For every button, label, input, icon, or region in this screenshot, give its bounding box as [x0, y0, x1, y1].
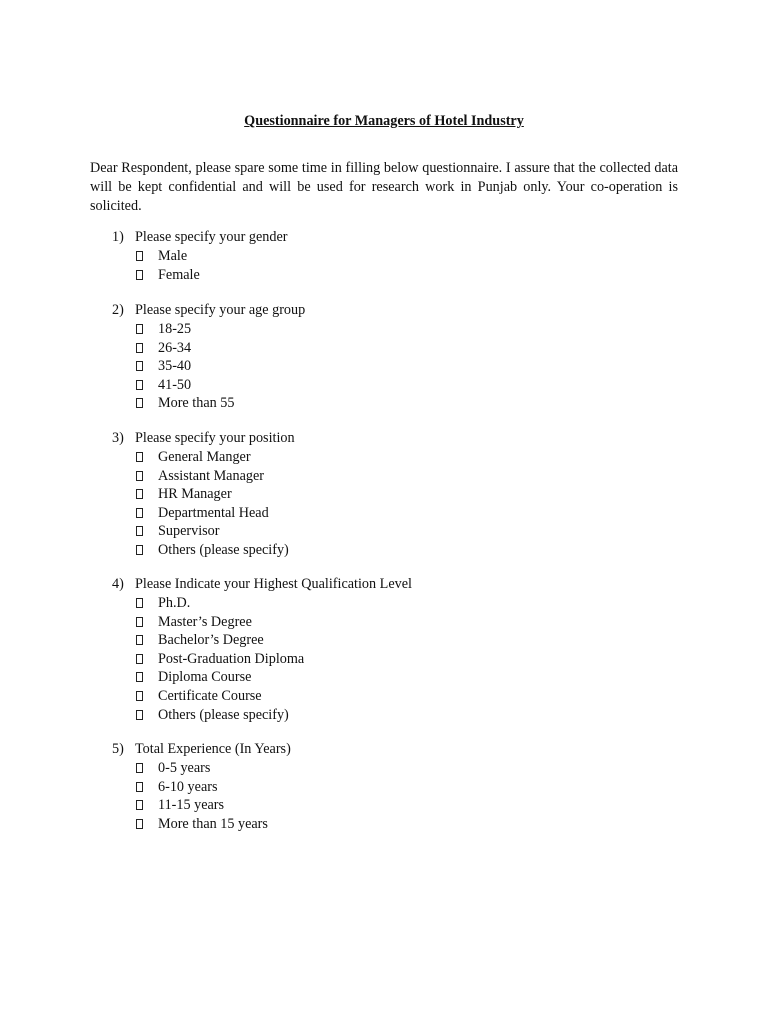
checkbox-icon[interactable] [136, 782, 143, 792]
question-text: Please specify your age group [135, 302, 306, 318]
checkbox-icon[interactable] [136, 763, 143, 773]
option-label: Others (please specify) [158, 706, 289, 723]
option-label: Female [158, 266, 200, 283]
intro-paragraph: Dear Respondent, please spare some time in filling below questionnaire. I assure that the collected data will be kept confidential and will be used for research work in Punjab only. Your co-operation is solicited. [90, 160, 678, 214]
question-position [112, 429, 672, 560]
checkbox-icon[interactable] [136, 819, 143, 829]
option-others [112, 706, 672, 725]
option-label: Departmental Head [158, 504, 269, 521]
question-text: Total Experience (In Years) [135, 741, 291, 757]
option-18-25 [112, 320, 672, 339]
question-text: Please specify your position [135, 430, 295, 446]
option-label: 18-25 [158, 321, 192, 337]
checkbox-icon[interactable] [136, 343, 143, 353]
option-label: Post-Graduation Diploma [158, 650, 305, 667]
option-female [112, 266, 672, 285]
question-age-group [112, 301, 672, 413]
option-label: More than 55 [158, 395, 235, 412]
question-number: 1) [112, 229, 124, 245]
question-qualification [112, 575, 672, 724]
checkbox-icon[interactable] [136, 324, 143, 334]
option-label: Master’s Degree [158, 613, 252, 630]
option-more-than-55 [112, 394, 672, 413]
option-label: Assistant Manager [158, 467, 264, 484]
option-supervisor [112, 522, 672, 541]
question-number: 5) [112, 741, 124, 757]
checkbox-icon[interactable] [136, 452, 143, 462]
option-41-50 [112, 376, 672, 395]
checkbox-icon[interactable] [136, 800, 143, 810]
document-title: Questionnaire for Managers of Hotel Industry [244, 113, 524, 129]
checkbox-icon[interactable] [136, 361, 143, 371]
option-label: Certificate Course [158, 687, 262, 704]
checkbox-icon[interactable] [136, 545, 143, 555]
checkbox-icon[interactable] [136, 270, 143, 280]
checkbox-icon[interactable] [136, 526, 143, 536]
question-experience [112, 740, 672, 833]
checkbox-icon[interactable] [136, 380, 143, 390]
option-label: Diploma Course [158, 669, 252, 686]
option-general-manager [112, 448, 672, 467]
option-label: 35-40 [158, 358, 192, 375]
question-line [112, 740, 672, 759]
checkbox-icon[interactable] [136, 617, 143, 627]
option-label: Others (please specify) [158, 541, 289, 558]
option-label: Ph.D. [158, 595, 191, 611]
option-diploma-course [112, 668, 672, 687]
checkbox-icon[interactable] [136, 598, 143, 608]
option-label: 11-15 years [158, 797, 225, 814]
checkbox-icon[interactable] [136, 508, 143, 518]
option-hr-manager [112, 485, 672, 504]
question-line [112, 575, 672, 594]
checkbox-icon[interactable] [136, 672, 143, 682]
option-departmental-head [112, 504, 672, 523]
option-11-15-years [112, 796, 672, 815]
option-label: 6-10 years [158, 778, 218, 795]
option-label: More than 15 years [158, 815, 268, 832]
option-post-graduation-diploma [112, 650, 672, 669]
checkbox-icon[interactable] [136, 471, 143, 481]
question-gender [112, 228, 672, 284]
question-number: 4) [112, 576, 124, 592]
question-number: 2) [112, 302, 124, 318]
option-bachelors-degree [112, 631, 672, 650]
option-label: Bachelor’s Degree [158, 632, 264, 649]
question-text: Please specify your gender [135, 229, 288, 245]
option-26-34 [112, 339, 672, 358]
option-6-10-years [112, 778, 672, 797]
option-label: 26-34 [158, 339, 192, 356]
question-line [112, 228, 672, 247]
checkbox-icon[interactable] [136, 635, 143, 645]
question-text: Please Indicate your Highest Qualification Level [135, 576, 412, 592]
option-label: General Manger [158, 449, 251, 465]
option-label: HR Manager [158, 486, 232, 503]
checkbox-icon[interactable] [136, 654, 143, 664]
option-35-40 [112, 357, 672, 376]
question-line [112, 429, 672, 448]
option-certificate-course [112, 687, 672, 706]
question-line [112, 301, 672, 320]
option-label: 41-50 [158, 376, 192, 393]
option-male [112, 247, 672, 266]
option-masters-degree [112, 613, 672, 632]
checkbox-icon[interactable] [136, 710, 143, 720]
option-label: Supervisor [158, 523, 220, 540]
option-label: 0-5 years [158, 760, 211, 776]
option-more-than-15-years [112, 815, 672, 834]
checkbox-icon[interactable] [136, 251, 143, 261]
option-phd [112, 594, 672, 613]
option-assistant-manager [112, 467, 672, 486]
checkbox-icon[interactable] [136, 489, 143, 499]
checkbox-icon[interactable] [136, 398, 143, 408]
option-label: Male [158, 248, 188, 264]
question-number: 3) [112, 430, 124, 446]
checkbox-icon[interactable] [136, 691, 143, 701]
option-0-5-years [112, 759, 672, 778]
option-others [112, 541, 672, 560]
